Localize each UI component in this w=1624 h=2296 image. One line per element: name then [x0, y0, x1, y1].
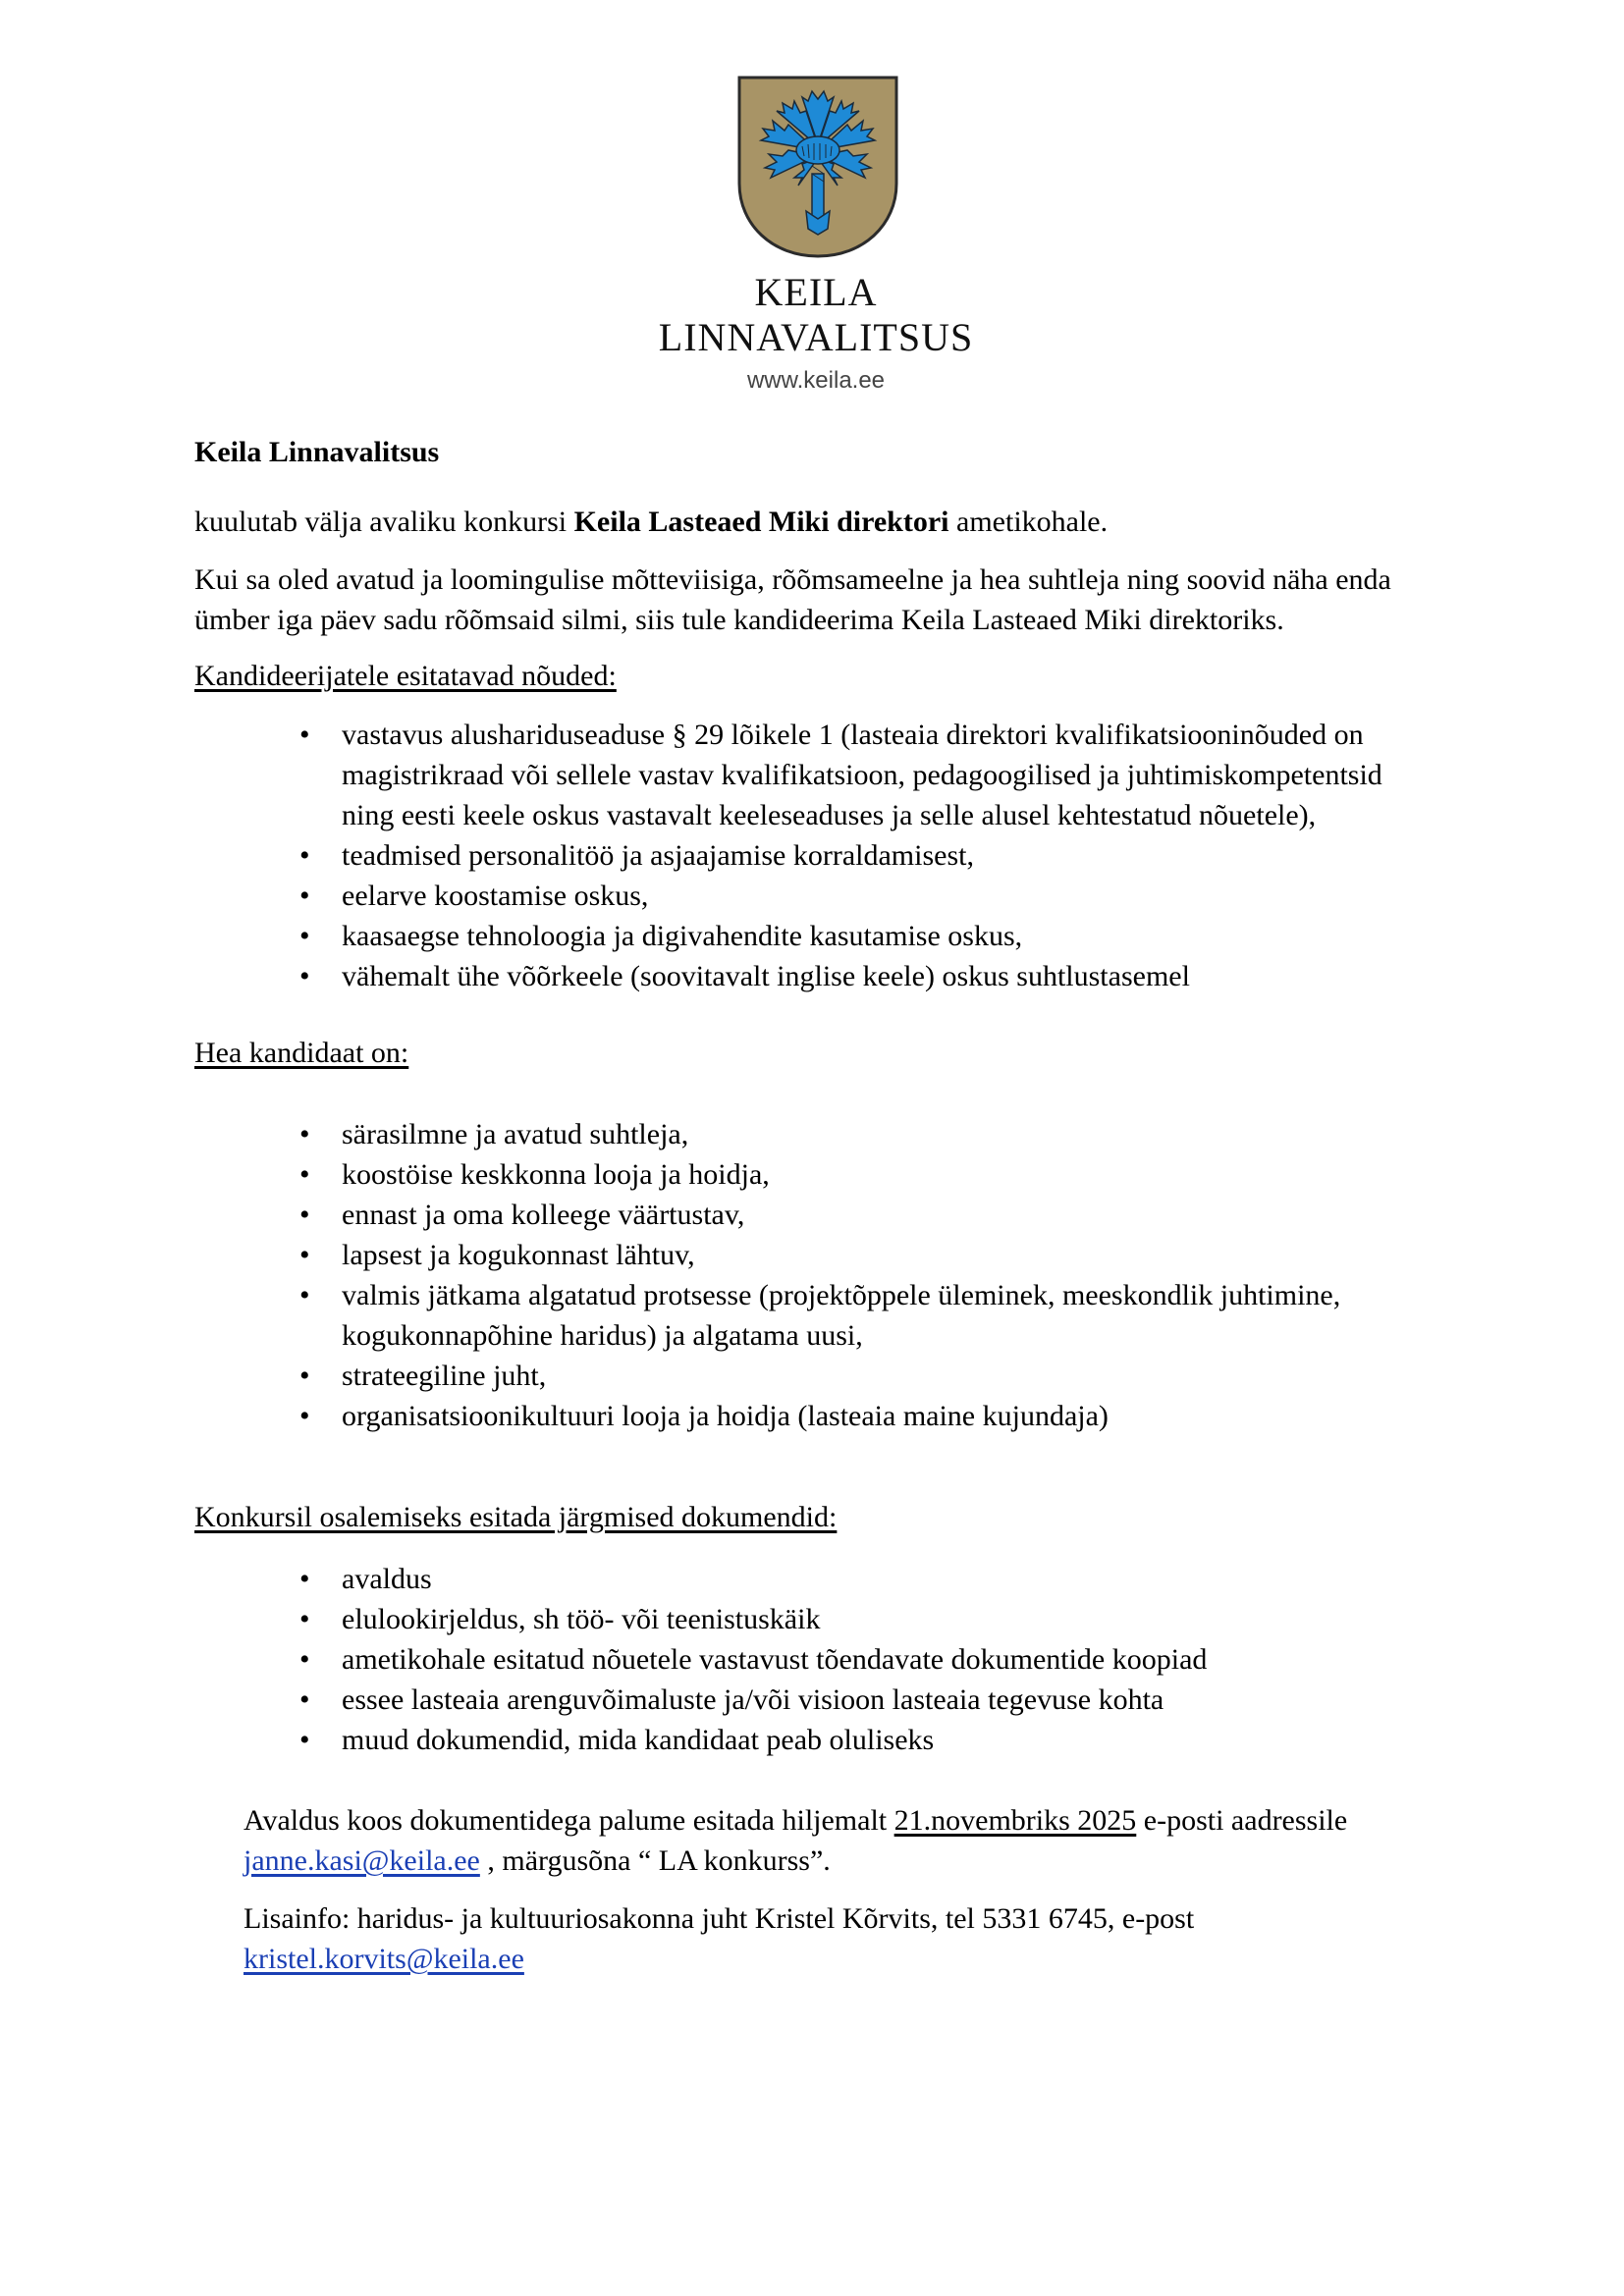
submission-text: , märgusõna “ LA konkurss”. — [479, 1844, 831, 1877]
list-item-text: muud dokumendid, mida kandidaat peab oluliseks — [342, 1724, 935, 1756]
bullet-icon: • — [299, 1239, 310, 1271]
bullet-icon: • — [299, 1158, 310, 1191]
list-item-text: eelarve koostamise oskus, — [342, 880, 649, 912]
list-item — [299, 1275, 1441, 1356]
list-item-text: avaldus — [342, 1563, 432, 1595]
submission-email-link[interactable]: janne.kasi@keila.ee — [244, 1844, 480, 1877]
list-item-text: essee lasteaia arenguvõimaluste ja/või visioon lasteaia tegevuse kohta — [342, 1683, 1164, 1716]
list-item-text: lapsest ja kogukonnast lähtuv, — [342, 1239, 695, 1271]
requirements-list — [194, 715, 1441, 996]
submission-text: e-posti aadressile — [1136, 1804, 1348, 1837]
intro-line — [194, 502, 1432, 542]
list-item-text: elulookirjeldus, sh töö- või teenistuskäik — [342, 1603, 821, 1635]
section-heading-requirements: Kandideerijatele esitatavad nõuded: — [194, 660, 617, 692]
bullet-icon: • — [299, 1683, 310, 1716]
deadline-date: 21.novembriks 2025 — [893, 1804, 1137, 1837]
section-heading-documents: Konkursil osalemiseks esitada järgmised dokumendid: — [194, 1501, 838, 1533]
bullet-icon: • — [299, 960, 310, 992]
list-item — [299, 1720, 1441, 1760]
document-body — [194, 432, 1432, 1979]
intro-paragraph: Kui sa oled avatud ja loomingulise mõtteviisiga, rõõmsameelne ja hea suhtleja ning soovid näha enda ümber iga päev sadu rõõmsaid silmi, siis tule kandideerima Keila Lasteaed Miki direktoriks. — [194, 563, 1391, 636]
bullet-icon: • — [299, 1400, 310, 1432]
bullet-icon: • — [299, 1724, 310, 1756]
list-item-text: strateegiline juht, — [342, 1360, 547, 1392]
bullet-icon: • — [299, 1563, 310, 1595]
bullet-icon: • — [299, 1118, 310, 1150]
good-candidate-list — [194, 1114, 1441, 1436]
list-item-text: ennast ja oma kolleege väärtustav, — [342, 1199, 745, 1231]
bullet-icon: • — [299, 1643, 310, 1676]
intro-suffix: ametikohale. — [948, 506, 1109, 538]
submission-text: Avaldus koos dokumentidega palume esitada hiljemalt — [244, 1804, 894, 1837]
list-item-text: koostöise keskkonna looja ja hoidja, — [342, 1158, 770, 1191]
sender-name: Keila Linnavalitsus — [194, 436, 440, 468]
bullet-icon: • — [299, 719, 310, 751]
bullet-icon: • — [299, 839, 310, 872]
list-item — [299, 1396, 1441, 1436]
list-item — [299, 876, 1441, 916]
section-heading-good-candidate: Hea kandidaat on: — [194, 1037, 409, 1069]
list-item-text: organisatsioonikultuuri looja ja hoidja (lasteaia maine kujundaja) — [342, 1400, 1109, 1432]
intro-prefix: kuulutab välja avaliku konkursi — [194, 506, 574, 538]
list-item-text: vähemalt ühe võõrkeele (soovitavalt inglise keele) oskus suhtlustasemel — [342, 960, 1190, 992]
list-item-text: särasilmne ja avatud suhtleja, — [342, 1118, 689, 1150]
contact-paragraph — [194, 1898, 1382, 1979]
list-item-text: teadmised personalitöö ja asjaajamise korraldamisest, — [342, 839, 974, 872]
contact-email-link[interactable]: kristel.korvits@keila.ee — [244, 1943, 524, 1975]
list-item — [299, 1235, 1441, 1275]
list-item — [299, 1114, 1441, 1154]
list-item — [299, 715, 1441, 835]
list-item — [299, 1195, 1441, 1235]
list-item-text: ametikohale esitatud nõuetele vastavust tõendavate dokumentide koopiad — [342, 1643, 1208, 1676]
list-item-text: vastavus alushariduseaduse § 29 lõikele 1 (lasteaia direktori kvalifikatsiooninõuded on magistrikraad või sellele vastav kvalifikatsioon, pedagoogilised ja juhtimiskompetentsid ning eesti keele oskus vastavalt keeleseaduses ja selle alusel kehtestatud nõuetele), — [342, 719, 1382, 831]
cornflower-shield-icon — [737, 76, 898, 258]
list-item — [299, 1680, 1441, 1720]
bullet-icon: • — [299, 920, 310, 952]
bullet-icon: • — [299, 880, 310, 912]
list-item — [299, 916, 1441, 956]
submission-paragraph — [194, 1800, 1382, 1881]
bullet-icon: • — [299, 1279, 310, 1311]
logo-title-line1: KEILA — [754, 270, 878, 314]
documents-list — [194, 1559, 1441, 1760]
list-item — [299, 956, 1441, 996]
list-item-text: kaasaegse tehnoloogia ja digivahendite kasutamise oskus, — [342, 920, 1023, 952]
bullet-icon: • — [299, 1199, 310, 1231]
list-item — [299, 1599, 1441, 1639]
list-item — [299, 835, 1441, 876]
list-item — [299, 1639, 1441, 1680]
logo-url: www.keila.ee — [746, 367, 886, 394]
list-item — [299, 1356, 1441, 1396]
list-item — [299, 1559, 1441, 1599]
contact-text: Lisainfo: haridus- ja kultuuriosakonna juht Kristel Kõrvits, tel 5331 6745, e-post — [244, 1902, 1195, 1935]
position-title: Keila Lasteaed Miki direktori — [573, 506, 949, 538]
logo-title-line2: LINNAVALITSUS — [658, 315, 974, 359]
bullet-icon: • — [299, 1603, 310, 1635]
bullet-icon: • — [299, 1360, 310, 1392]
list-item-text: valmis jätkama algatatud protsesse (projektõppele üleminek, meeskondlik juhtimine, kogukonnapõhine haridus) ja algatama uusi, — [342, 1279, 1341, 1352]
list-item — [299, 1154, 1441, 1195]
